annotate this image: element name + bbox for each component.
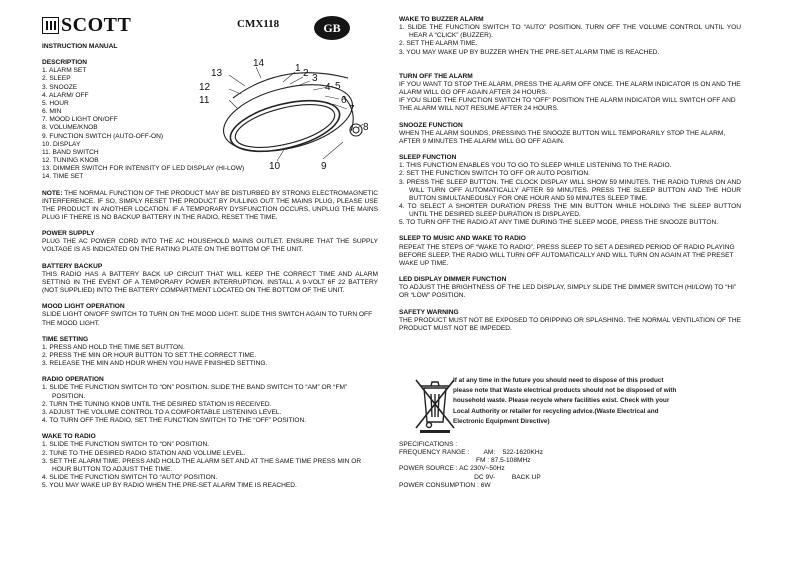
list-item: 9. FUNCTION SWITCH (AUTO-OFF-ON) bbox=[42, 132, 164, 140]
spec-row: FREQUENCY RANGE : AM: 522-1620KHz bbox=[399, 449, 543, 457]
sleep-music-title: SLEEP TO MUSIC AND WAKE TO RADIO bbox=[399, 235, 526, 243]
wake-to-buzzer-title: WAKE TO BUZZER ALARM bbox=[399, 16, 484, 23]
spec-row: FM : 87.5-108MHz bbox=[399, 457, 531, 465]
mood-light-text: SLIDE LIGHT ON/OFF SWITCH TO TURN ON THE MOOD LIGHT. SLIDE THIS SWITCH AGAIN TO TURN OFF THE MOOD LIGHT. bbox=[42, 311, 373, 327]
safety-section bbox=[399, 309, 741, 333]
description-title: DESCRIPTION bbox=[42, 59, 88, 67]
list-item: 4. SLIDE THE FUNCTION SWITCH TO “AUTO” POSITION. bbox=[42, 474, 218, 482]
description-section bbox=[42, 59, 378, 181]
snooze-section bbox=[399, 122, 741, 146]
wake-to-radio-title: WAKE TO RADIO bbox=[42, 433, 96, 441]
list-item: 2. TUNE TO THE DESIRED RADIO STATION AND VOLUME LEVEL. bbox=[42, 449, 246, 457]
list-item: 3. SET THE ALARM TIME. PRESS AND HOLD THE ALARM SET AND AT THE SAME TIME PRESS MIN OR HOUR BUTTON TO ADJUST THE TIME. bbox=[42, 457, 362, 473]
list-item: 13. DIMMER SWITCH FOR INTENSITY OF LED DISPLAY (HI-LOW) bbox=[42, 165, 245, 173]
callout-8: 8 bbox=[363, 122, 369, 133]
led-dimmer-section bbox=[399, 276, 741, 300]
note-section bbox=[42, 190, 378, 223]
list-item: 14. TIME SET bbox=[42, 173, 84, 181]
list-item: 4. TO SELECT A SHORTER DURATION PRESS THE MIN BUTTON WHILE HOLDING THE SLEEP BUTTON UNTIL THE DESIRED SLEEP DURATION IS DISPLAYED. bbox=[399, 202, 741, 219]
battery-backup-title: BATTERY BACKUP bbox=[42, 262, 103, 270]
turn-off-alarm-text-1: IF YOU WANT TO STOP THE ALARM, PRESS THE ALARM OFF ONCE. THE ALARM INDICATOR IS ON AND THE ALARM WILL GO OFF AGAIN AFTER 24 HOURS. bbox=[399, 80, 741, 97]
list-item: 5. HOUR bbox=[42, 99, 69, 107]
specifications-title: SPECIFICATIONS : bbox=[399, 441, 458, 448]
list-item: 5. TO TURN OFF THE RADIO AT ANY TIME DURING THE SLEEP MODE, PRESS THE SNOOZE BUTTON. bbox=[399, 219, 719, 227]
list-item: 3. ADJUST THE VOLUME CONTROL TO A COMFORTABLE LISTENING LEVEL. bbox=[42, 408, 282, 416]
callout-3: 3 bbox=[312, 73, 318, 84]
list-item: 2. SLEEP bbox=[42, 75, 71, 83]
led-dimmer-title: LED DISPLAY DIMMER FUNCTION bbox=[399, 276, 507, 284]
list-item: 4. TO TURN OFF THE RADIO, SET THE FUNCTION SWITCH TO THE “OFF” POSITION. bbox=[42, 417, 307, 425]
callout-6: 6 bbox=[341, 95, 347, 106]
list-item: 12. TUNING KNOB bbox=[42, 157, 99, 165]
snooze-title: SNOOZE FUNCTION bbox=[399, 121, 463, 129]
list-item: 2. SET THE FUNCTION SWITCH TO OFF OR AUTO POSITION. bbox=[399, 170, 590, 178]
brand-logo-icon bbox=[42, 17, 59, 34]
list-item: 1. SLIDE THE FUNCTION SWITCH TO “AUTO” POSITION. TURN OFF THE VOLUME CONTROL UNTIL YOU HEAR A “CLICK” (BUZZER). bbox=[399, 24, 741, 40]
battery-backup-section bbox=[42, 263, 378, 296]
list-item: 1. SLIDE THE FUNCTION SWITCH TO “ON” POSITION. bbox=[42, 441, 210, 449]
country-badge: GB bbox=[314, 16, 350, 40]
radio-operation-section bbox=[42, 376, 378, 425]
power-supply-title: POWER SUPPLY bbox=[42, 230, 95, 238]
list-item: 3. RELEASE THE MIN AND HOUR WHEN YOU HAVE FINISHED SETTING. bbox=[42, 360, 268, 368]
list-item: 2. SET THE ALARM TIME. bbox=[399, 40, 478, 48]
list-item: 7. MOOD LIGHT ON/OFF bbox=[42, 116, 118, 124]
list-item: 8. VOLUME/KNOB bbox=[42, 124, 98, 132]
callout-12: 12 bbox=[199, 82, 211, 93]
list-item: 1. THIS FUNCTION ENABLES YOU TO GO TO SLEEP WHILE LISTENING TO THE RADIO. bbox=[399, 162, 672, 170]
battery-backup-text: THIS RADIO HAS A BATTERY BACK UP CIRCUIT THAT WILL KEEP THE CORRECT TIME AND ALARM SETTING IN THE EVENT OF A TEMPORARY POWER INTERRUPTION. INSTALL A 9-VOLT 6F 22 BATTERY (NOT SUPPLIED) INTO THE BATTERY COMPARTMENT LOCATED ON THE BOTTOM OF THE UNIT. bbox=[42, 270, 378, 295]
callout-1: 1 bbox=[295, 63, 301, 74]
spec-row: POWER CONSUMPTION : 6W bbox=[399, 481, 491, 489]
sleep-title: SLEEP FUNCTION bbox=[399, 154, 457, 162]
list-item: 2. TURN THE TUNING KNOB UNTIL THE DESIRED STATION IS RECEIVED. bbox=[42, 400, 272, 408]
weee-disposal-notice: If at any time in the future you should need to dispose of this product please note that Waste electrical products should not be disposed of with household waste. Please recycle where facilities exist. Check with your Local Authority or retailer for recycling advice.(Waste Electrical and Electronic Equipment Directive) bbox=[453, 377, 677, 425]
manual-title: INSTRUCTION MANUAL bbox=[42, 43, 118, 50]
power-supply-text: PLUG THE AC POWER CORD INTO THE AC HOUSEHOLD MAINS OUTLET. ENSURE THAT THE SUPPLY VOLTAGE IS AS INDICATED ON THE RATING PLATE ON THE BOTTOM OF THE UNIT. bbox=[42, 238, 378, 254]
radio-operation-title: RADIO OPERATION bbox=[42, 376, 104, 384]
brand-name: SCOTT bbox=[61, 13, 132, 36]
safety-text: THE PRODUCT MUST NOT BE EXPOSED TO DRIPPING OR SPLASHING. THE NORMAL VENTILATION OF THE PRODUCT MUST NOT BE IMPEDED. bbox=[399, 316, 741, 332]
sleep-music-text: REPEAT THE STEPS OF “WAKE TO RADIO”. PRESS SLEEP TO SET A DESIRED PERIOD OF RADIO PLAYING BEFORE SLEEP. THE RADIO WILL TURN OFF AUTOMATICALLY AND WILL TURN ON AGAIN AT THE PRESET WAKE UP TIME. bbox=[399, 243, 735, 267]
sleep-music-section bbox=[399, 235, 741, 268]
list-item: 10. DISPLAY bbox=[42, 140, 81, 148]
list-item: 1. ALARM SET bbox=[42, 67, 87, 75]
specifications-section bbox=[399, 441, 699, 490]
turn-off-alarm-text-2: IF YOU SLIDE THE FUNCTION SWITCH TO “OFF” POSITION THE ALARM INDICATOR WILL SWITCH OFF AND THE ALARM WILL NOT RESUME AFTER 24 HOURS. bbox=[399, 97, 736, 113]
list-item: 1. SLIDE THE FUNCTION SWITCH TO “ON” POSITION. SLIDE THE BAND SWITCH TO “AM” OR “FM” POSITION. bbox=[42, 384, 348, 400]
sleep-section bbox=[399, 154, 741, 227]
list-item: 5. YOU MAY WAKE UP BY RADIO WHEN THE PRE-SET ALARM TIME IS REACHED. bbox=[42, 482, 297, 490]
model-number: CMX118 bbox=[237, 18, 280, 30]
brand-logo bbox=[42, 15, 131, 35]
list-item: 2. PRESS THE MIN OR HOUR BUTTON TO SET THE CORRECT TIME. bbox=[42, 352, 257, 359]
time-setting-section bbox=[42, 336, 378, 369]
time-setting-title: TIME SETTING bbox=[42, 335, 89, 343]
spec-row: POWER SOURCE : AC 230V~50Hz bbox=[399, 465, 505, 473]
callout-9: 9 bbox=[321, 161, 327, 172]
right-column bbox=[399, 16, 741, 333]
list-item: 3. PRESS THE SLEEP BUTTON. THE CLOCK DISPLAY WILL SHOW 59 MINUTES. THE RADIO TURNS ON AND WILL TURN OFF AUTOMATICALLY AFTER 59 MINUTES. PRESS THE SLEEP BUTTON AND THE HOUR BUTTON SIMULTANEOUSLY FOR ONE HOUR AND 59 MINUTES SLEEP TIME. bbox=[399, 178, 741, 202]
callout-14: 14 bbox=[253, 58, 265, 69]
led-dimmer-text: TO ADJUST THE BRIGHTNESS OF THE LED DISPLAY, SIMPLY SLIDE THE DIMMER SWITCH (HI/LOW) TO “HI” OR “LOW” POSITION. bbox=[399, 284, 737, 300]
turn-off-alarm-title: TURN OFF THE ALARM bbox=[399, 72, 473, 80]
callout-2: 2 bbox=[303, 68, 309, 79]
left-column bbox=[42, 43, 378, 490]
list-item: 1. PRESS AND HOLD THE TIME SET BUTTON. bbox=[42, 343, 185, 351]
callout-5: 5 bbox=[335, 81, 341, 92]
callout-11: 11 bbox=[199, 95, 210, 106]
spec-row: DC 9V- BACK UP bbox=[399, 473, 541, 481]
list-item: 4. ALARM/ OFF bbox=[42, 91, 89, 99]
snooze-text: WHEN THE ALARM SOUNDS, PRESSING THE SNOOZE BUTTON WILL TEMPORARILY STOP THE ALARM, AFTER 9 MINUTES THE ALARM WILL GO OFF AGAIN. bbox=[399, 129, 726, 145]
power-supply-section bbox=[42, 230, 378, 254]
list-item: 3. YOU MAY WAKE UP BY BUZZER WHEN THE PRE-SET ALARM TIME IS REACHED. bbox=[399, 48, 660, 56]
note-paragraph bbox=[42, 190, 378, 223]
wake-to-buzzer-section bbox=[399, 16, 741, 57]
mood-light-section bbox=[42, 303, 378, 327]
callout-4: 4 bbox=[325, 82, 331, 93]
wake-to-radio-section bbox=[42, 433, 378, 490]
manual-title-section bbox=[42, 43, 378, 51]
callout-13: 13 bbox=[211, 68, 223, 79]
list-item: 6. MIN bbox=[42, 108, 62, 116]
safety-title: SAFETY WARNING bbox=[399, 308, 459, 316]
turn-off-alarm-section bbox=[399, 73, 741, 114]
list-item: 3. SNOOZE bbox=[42, 83, 78, 91]
mood-light-title: MOOD LIGHT OPERATION bbox=[42, 303, 125, 311]
callout-10: 10 bbox=[269, 161, 281, 172]
note-label: NOTE: bbox=[42, 189, 63, 197]
callout-7: 7 bbox=[349, 104, 355, 115]
note-text: THE NORMAL FUNCTION OF THE PRODUCT MAY BE DISTURBED BY STRONG ELECTROMAGNETIC INTERFERENCE. IF SO, SIMPLY RESET THE PRODUCT BY PULLING OUT THE MAINS PLUG, PLEASE USE THE PRODUCT IN ANOTHER LOCATION. IF A TEMPORARY DYSFUNCTION OCCURS, UNPLUG THE MAINS PLUG IF THERE IS NO BACKUP BATTERY IN THE RADIO, RESET THE TIME. bbox=[42, 189, 378, 221]
list-item: 11. BAND SWITCH bbox=[42, 148, 99, 156]
